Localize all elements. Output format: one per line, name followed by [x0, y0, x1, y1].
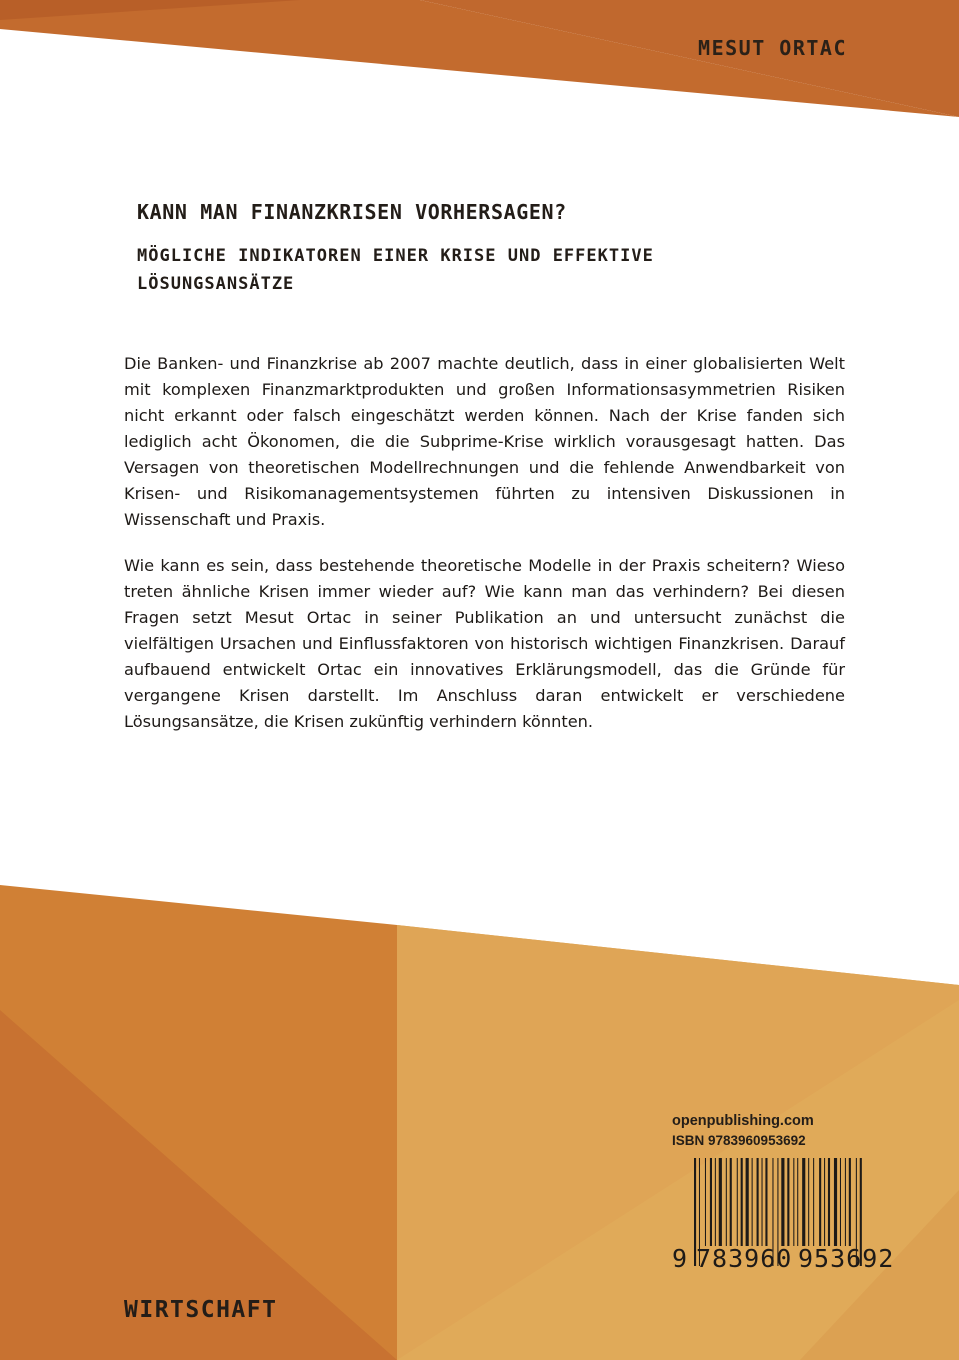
- barcode-bar: [813, 1158, 814, 1246]
- barcode-bar: [705, 1158, 706, 1246]
- barcode-first-digit: 9: [672, 1244, 688, 1273]
- barcode-bar: [719, 1158, 722, 1246]
- barcode-bar: [824, 1158, 825, 1246]
- barcode-bar: [746, 1158, 749, 1246]
- barcode-bar: [741, 1158, 743, 1246]
- barcode-bar: [849, 1158, 851, 1246]
- barcode-bar: [752, 1158, 753, 1246]
- book-subtitle: MÖGLICHE INDIKATOREN EINER KRISE UND EFFEKTIVE LÖSUNGSANSÄTZE: [137, 246, 654, 294]
- barcode-bar: [757, 1158, 759, 1246]
- barcode-bar: [762, 1158, 763, 1246]
- barcode-digits: [672, 1244, 902, 1276]
- blurb-paragraph-2: Wie kann es sein, dass bestehende theoretische Modelle in der Praxis scheitern? Wieso treten ähnliche Krisen immer wieder auf? Wie kann man das verhindern? Bei diesen Fragen setzt Mesut Ortac in seiner Publikation an und untersucht zunächst die vielfältigen Ursachen und Einflussfaktoren von historisch wichtigen Finanzkrisen. Darauf aufbauend entwickelt Ortac ein innovatives Erklärungsmodell, das die Gründe für vergangene Krisen darstellt. Im Anschluss daran entwickelt er verschiedene Lösungsansätze, die Krisen zukünftig verhindern könnten.: [124, 556, 845, 731]
- barcode-bar: [765, 1158, 767, 1246]
- barcode-bar: [802, 1158, 805, 1246]
- isbn-number: ISBN 9783960953692: [672, 1133, 806, 1148]
- book-title: KANN MAN FINANZKRISEN VORHERSAGEN?: [137, 200, 567, 224]
- isbn-barcode-block: [672, 1112, 902, 1292]
- barcode-bar: [730, 1158, 732, 1246]
- barcode-bar: [845, 1158, 846, 1246]
- publisher-website: openpublishing.com: [672, 1113, 814, 1129]
- barcode-right-group: 953692: [798, 1244, 895, 1273]
- barcode-left-group: 783960: [696, 1244, 793, 1273]
- barcode-bar: [834, 1158, 837, 1246]
- blurb-paragraph-1: Die Banken- und Finanzkrise ab 2007 machte deutlich, dass in einer globalisierten Welt mit komplexen Finanzmarktprodukten und großen Informationsasymmetrien Risiken nicht erkannt oder falsch eingeschätzt werden können. Nach der Krise fanden sich lediglich acht Ökonomen, die die Subprime-Krise wirklich vorausgesagt hatten. Das Versagen von theoretischen Modellrechnungen und die fehlende Anwendbarkeit von Krisen- und Risikomanagementsystemen führten zu intensiven Diskussionen in Wissenschaft und Praxis.: [124, 354, 845, 529]
- barcode-bar: [797, 1158, 798, 1246]
- barcode-bar: [819, 1158, 821, 1246]
- barcode-bar: [737, 1158, 738, 1246]
- category-label: WIRTSCHAFT: [124, 1297, 278, 1323]
- blurb: [124, 351, 845, 755]
- barcode-bar: [781, 1158, 784, 1246]
- barcode-bar: [828, 1158, 830, 1246]
- barcode-bar: [787, 1158, 789, 1246]
- barcode-bar: [710, 1158, 712, 1246]
- barcode-bar: [715, 1158, 716, 1246]
- barcode-bar: [808, 1158, 809, 1246]
- author-name: MESUT ORTAC: [698, 36, 847, 60]
- barcode-bar: [840, 1158, 841, 1246]
- barcode-bar: [793, 1158, 794, 1246]
- barcode-bar: [726, 1158, 727, 1246]
